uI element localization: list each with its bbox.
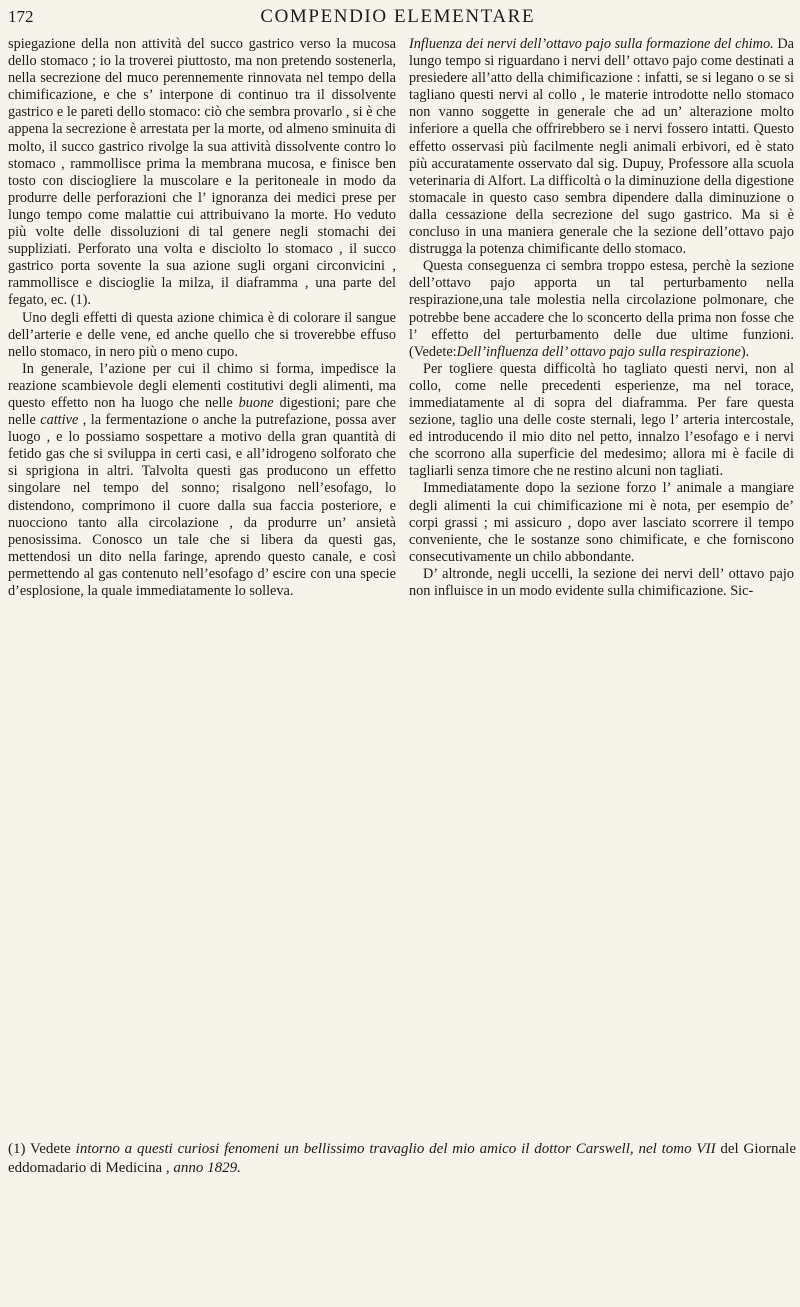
text-run: del Giornale eddomadario di Medicina , bbox=[8, 1141, 797, 1176]
text-run: digestioni; pare che nelle bbox=[8, 394, 397, 429]
italic-text: cattive bbox=[40, 412, 79, 429]
right-column bbox=[409, 36, 794, 600]
right-column-paragraph: Immediatamente dopo la sezione forzo l’ animale a mangiare degli alimenti la cui chimificazione mi è nota, per esempio de’ corpi grassi ; mi assicuro , dopo aver lasciato scorrere il tempo conveniente, che le sostanze sono chimificate, e che forniscono consecutivamente un chilo abbondante. bbox=[409, 480, 794, 565]
italic-text: Dell’influenza dell’ ottavo pajo sulla respirazione bbox=[456, 343, 741, 360]
italic-text: Influenza dei nervi dell’ottavo pajo sulla formazione del chimo. bbox=[409, 36, 774, 52]
left-column bbox=[8, 36, 396, 600]
text-run: ). bbox=[740, 343, 750, 360]
right-column-paragraph: D’ altronde, negli uccelli, la sezione dei nervi dell’ ottavo pajo non influisce in un modo evidente sulla chimificazione. Sic- bbox=[409, 565, 794, 599]
text-run: In generale, l’azione per cui il chimo si forma, impedisce la reazione scambievole degli elementi costitutivi degli alimenti, ma questo effetto non ha luogo che nelle bbox=[8, 360, 396, 411]
running-header bbox=[8, 6, 790, 32]
text-run: (Vedete: bbox=[409, 343, 457, 360]
running-title: COMPENDIO ELEMENTARE bbox=[260, 6, 536, 27]
left-column-paragraph: Uno degli effetti di questa azione chimica è di colorare il sangue dell’arterie e delle vene, ed anche quello che si troverebbe effuso nello stomaco, in nero più o meno cupo. bbox=[8, 309, 396, 360]
text-run: Questa conseguenza ci sembra troppo estesa, perchè la sezione dell’ottavo pajo apporta un tal perturbamento nella respirazione,una tale molestia nella circolazione polmonare, che potrebbe bene accadere che lo sconcerto della prima non fosse che l’ effetto del perturbamento delle due ultime funzioni. bbox=[409, 258, 794, 343]
right-column-paragraph bbox=[409, 36, 794, 258]
footnote bbox=[8, 1140, 796, 1178]
text-run: , la fermentazione o anche la putrefazione, possa aver luogo , e lo possiamo sospettare a motivo della gran quantità di fetido gas che si sviluppa in certi casi, e all’idrogeno solforato che si sprigiona in altri. Talvolta questi gas producono un effetto singolare nel tempo del sonno; risalgono nell’esofago, lo distendono, comprimono il cuore dalla sua faccia posteriore, e nuocciono tanto alla circolazione , da produrre un’ ansietà penosissima. Conosco un tale che si libera da questi gas, mettendosi un dito nella faringe, aprendo questo canale, e così permettendo al gas contenuto nell’esofago d’ escire con una specie d’esplosione, la quale immediatamente lo solleva. bbox=[8, 412, 396, 599]
text-run: Da lungo tempo si riguardano i nervi dell’ ottavo pajo come destinati a presiedere all’atto della chimificazione : infatti, se si legano o se si tagliano questi nervi al collo , le materie introdotte nello stomaco non vanno soggette in generale che ad un’ alterazione molto inferiore a quella che offrirebbero se i nervi fossero intatti. Questo effetto osservasi più facilmente negli animali erbivori, ed è stato più accuratamente osservato dal sig. Dupuy, Professore alla scuola veterinaria di Alfort. La difficoltà o la diminuzione della digestione stomacale in questo caso sembra dipendere dalla diminuzione o dalla cessazione della secrezione del sugo gastrico. Ma si è concluso in una maniera generale che la sezione dell’ottavo pajo distrugga la potenza chimificante dello stomaco. bbox=[409, 36, 795, 258]
left-column-paragraph: spiegazione della non attività del succo gastrico verso la mucosa dello stomaco ; io la troverei piuttosto, ma non pretendo sostenerla, nella secrezione del muco perennemente rinnovata nel tempo della chimificazione, e che s’ interpone di continuo tra il dissolvente gastrico e le pareti dello stomaco: ciò che sembra provarlo , si è che appena la secrezione è arrestata per la morte, od almeno sminuita di molto, il succo gastrico rivolge la sua attività dissolvente contro lo stomaco , rammollisce prima la membrana mucosa, e finisce ben tosto con disciogliere la muscolare e la peritoneale in modo da produrre delle perforazioni che l’ ignoranza dei medici prese per lungo tempo come malattie cui attribuivano la morte. Ho veduto più volte delle dissoluzioni di tal genere negli stomachi dei suppliziati. Perforato una volta e disciolto lo stomaco , il succo gastrico porta sovente la sua azione sugli organi circonvicini , rammollisce e discioglie la milza, il diaframma , una parte del fegato, ec. (1). bbox=[8, 36, 396, 309]
page-number: 172 bbox=[8, 7, 34, 26]
italic-text: intorno a questi curiosi fenomeni un bellissimo travaglio del mio amico il dottor Carswell, nel tomo VII bbox=[75, 1141, 716, 1157]
italic-text: anno 1829. bbox=[173, 1160, 241, 1176]
left-column-paragraph bbox=[8, 361, 396, 600]
text-run: (1) Vedete bbox=[8, 1141, 76, 1157]
italic-text: buone bbox=[238, 394, 274, 411]
right-column-paragraph bbox=[409, 258, 794, 361]
right-column-paragraph: Per togliere questa difficoltà ho tagliato questi nervi, non al collo, come nelle precedenti esperienze, ma nel torace, immediatamente al di sopra del diaframma. Per fare questa sezione, taglio una delle coste sternali, lego l’ arteria intercostale, ed introducendo il mio dito nel petto, innalzo l’esofago e i nervi che scorrono alla superficie del medesimo; allora mi è facile di tagliarli senza timore che ne restino alcuni non tagliati. bbox=[409, 360, 794, 480]
